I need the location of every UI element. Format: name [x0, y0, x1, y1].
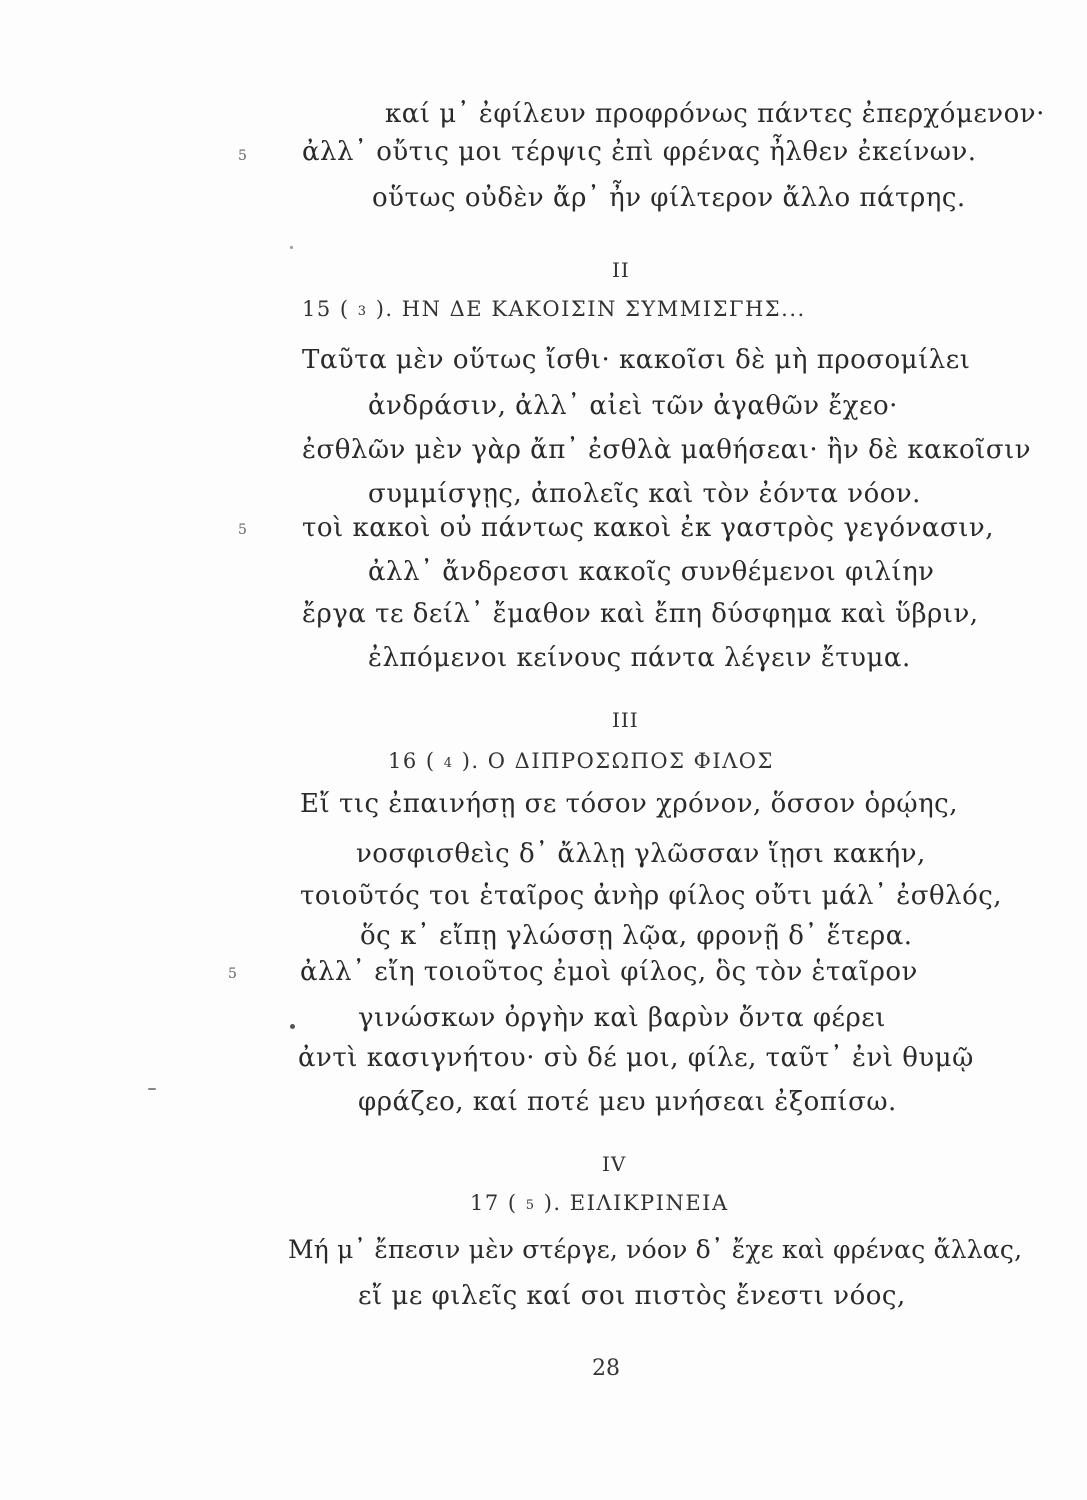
- heading-ref: 5: [525, 1198, 536, 1213]
- verse-line: ἀλλ᾽ εἴη τοιοῦτος ἐμοὶ φίλος, ὃς τὸν ἑταῖρον: [300, 957, 918, 987]
- heading-title: ΕΙΛΙΚΡΙΝΕΙΑ: [569, 1191, 729, 1215]
- line-number: 5: [238, 148, 247, 164]
- heading-number: 17: [470, 1191, 500, 1215]
- section-numeral: II: [612, 258, 630, 282]
- verse-line: νοσφισθεὶς δ᾽ ἄλλῃ γλῶσσαν ἵῃσι κακήν,: [356, 839, 926, 869]
- verse-line: Μή μ᾽ ἔπεσιν μὲν στέργε, νόον δ᾽ ἔχε καὶ φρένας ἄλλας,: [288, 1235, 1023, 1264]
- heading-number: 15: [302, 297, 332, 321]
- verse-line: ὅς κ᾽ εἴπῃ γλώσσῃ λῷα, φρονῇ δ᾽ ἕτερα.: [360, 921, 913, 951]
- section-numeral: IV: [602, 1152, 627, 1176]
- verse-line: συμμίσγῃς, ἀπολεῖς καὶ τὸν ἐόντα νόον.: [368, 479, 921, 509]
- section-heading: 16 ( 4 ). Ο ΔΙΠΡΟΣΩΠΟΣ ΦΙΛΟΣ: [388, 749, 774, 773]
- scan-speck: [290, 1024, 295, 1029]
- verse-line: τοὶ κακοὶ οὐ πάντως κακοὶ ἐκ γαστρὸς γεγόνασιν,: [302, 513, 994, 543]
- verse-line: τοιοῦτός τοι ἑταῖρος ἀνὴρ φίλος οὔτι μάλ᾽ ἐσθλός,: [300, 881, 1003, 911]
- scan-speck: [290, 246, 293, 249]
- page-number: 28: [592, 1356, 620, 1381]
- section-heading: 17 ( 5 ). ΕΙΛΙΚΡΙΝΕΙΑ: [470, 1191, 729, 1215]
- heading-ref: 4: [443, 756, 454, 771]
- line-number: 5: [238, 522, 247, 538]
- heading-number: 16: [388, 749, 418, 773]
- verse-line: ἀλλ᾽ οὔτις μοι τέρψις ἐπὶ φρένας ἦλθεν ἐκείνων.: [302, 137, 977, 167]
- verse-line: ἀνδράσιν, ἀλλ᾽ αἰεὶ τῶν ἀγαθῶν ἔχεο·: [368, 391, 898, 421]
- heading-ref: 3: [357, 304, 368, 319]
- verse-line: ἐλπόμενοι κείνους πάντα λέγειν ἔτυμα.: [368, 643, 911, 673]
- verse-line: Εἴ τις ἐπαινήσῃ σε τόσον χρόνον, ὅσσον ὁρῴης,: [300, 789, 959, 819]
- verse-line: φράζεο, καί ποτέ μευ μνήσεαι ἐξοπίσω.: [358, 1087, 897, 1117]
- verse-line: ἐσθλῶν μὲν γὰρ ἄπ᾽ ἐσθλὰ μαθήσεαι· ἢν δὲ κακοῖσιν: [302, 435, 1032, 465]
- line-number: 5: [228, 966, 237, 982]
- verse-line: Ταῦτα μὲν οὕτως ἴσθι· κακοῖσι δὲ μὴ προσομίλει: [302, 345, 971, 375]
- verse-line: γινώσκων ὀργὴν καὶ βαρὺν ὄντα φέρει: [358, 1003, 886, 1033]
- section-numeral: III: [612, 708, 639, 732]
- verse-line: ἀντὶ κασιγνήτου· σὺ δέ μοι, φίλε, ταῦτ᾽ ἐνὶ θυμῷ: [298, 1043, 974, 1073]
- verse-line: καί μ᾽ ἐφίλευν προφρόνως πάντες ἐπερχόμενον·: [385, 99, 1045, 129]
- verse-line: οὕτως οὐδὲν ἄρ᾽ ἦν φίλτερον ἄλλο πάτρης.: [372, 183, 966, 213]
- section-heading: 15 ( 3 ). ΗΝ ΔΕ ΚΑΚΟΙΣΙΝ ΣΥΜΜΙΣΓΗΣ...: [302, 297, 806, 321]
- verse-line: ἀλλ᾽ ἄνδρεσσι κακοῖς συνθέμενοι φιλίην: [368, 557, 935, 587]
- heading-title: Ο ΔΙΠΡΟΣΩΠΟΣ ΦΙΛΟΣ: [487, 749, 774, 773]
- verse-line: εἴ με φιλεῖς καί σοι πιστὸς ἔνεστι νόος,: [358, 1281, 906, 1311]
- verse-line: ἔργα τε δείλ᾽ ἔμαθον καὶ ἔπη δύσφημα καὶ ὕβριν,: [302, 599, 979, 629]
- heading-title: ΗΝ ΔΕ ΚΑΚΟΙΣΙΝ ΣΥΜΜΙΣΓΗΣ...: [401, 297, 806, 321]
- scan-speck: [148, 1088, 156, 1090]
